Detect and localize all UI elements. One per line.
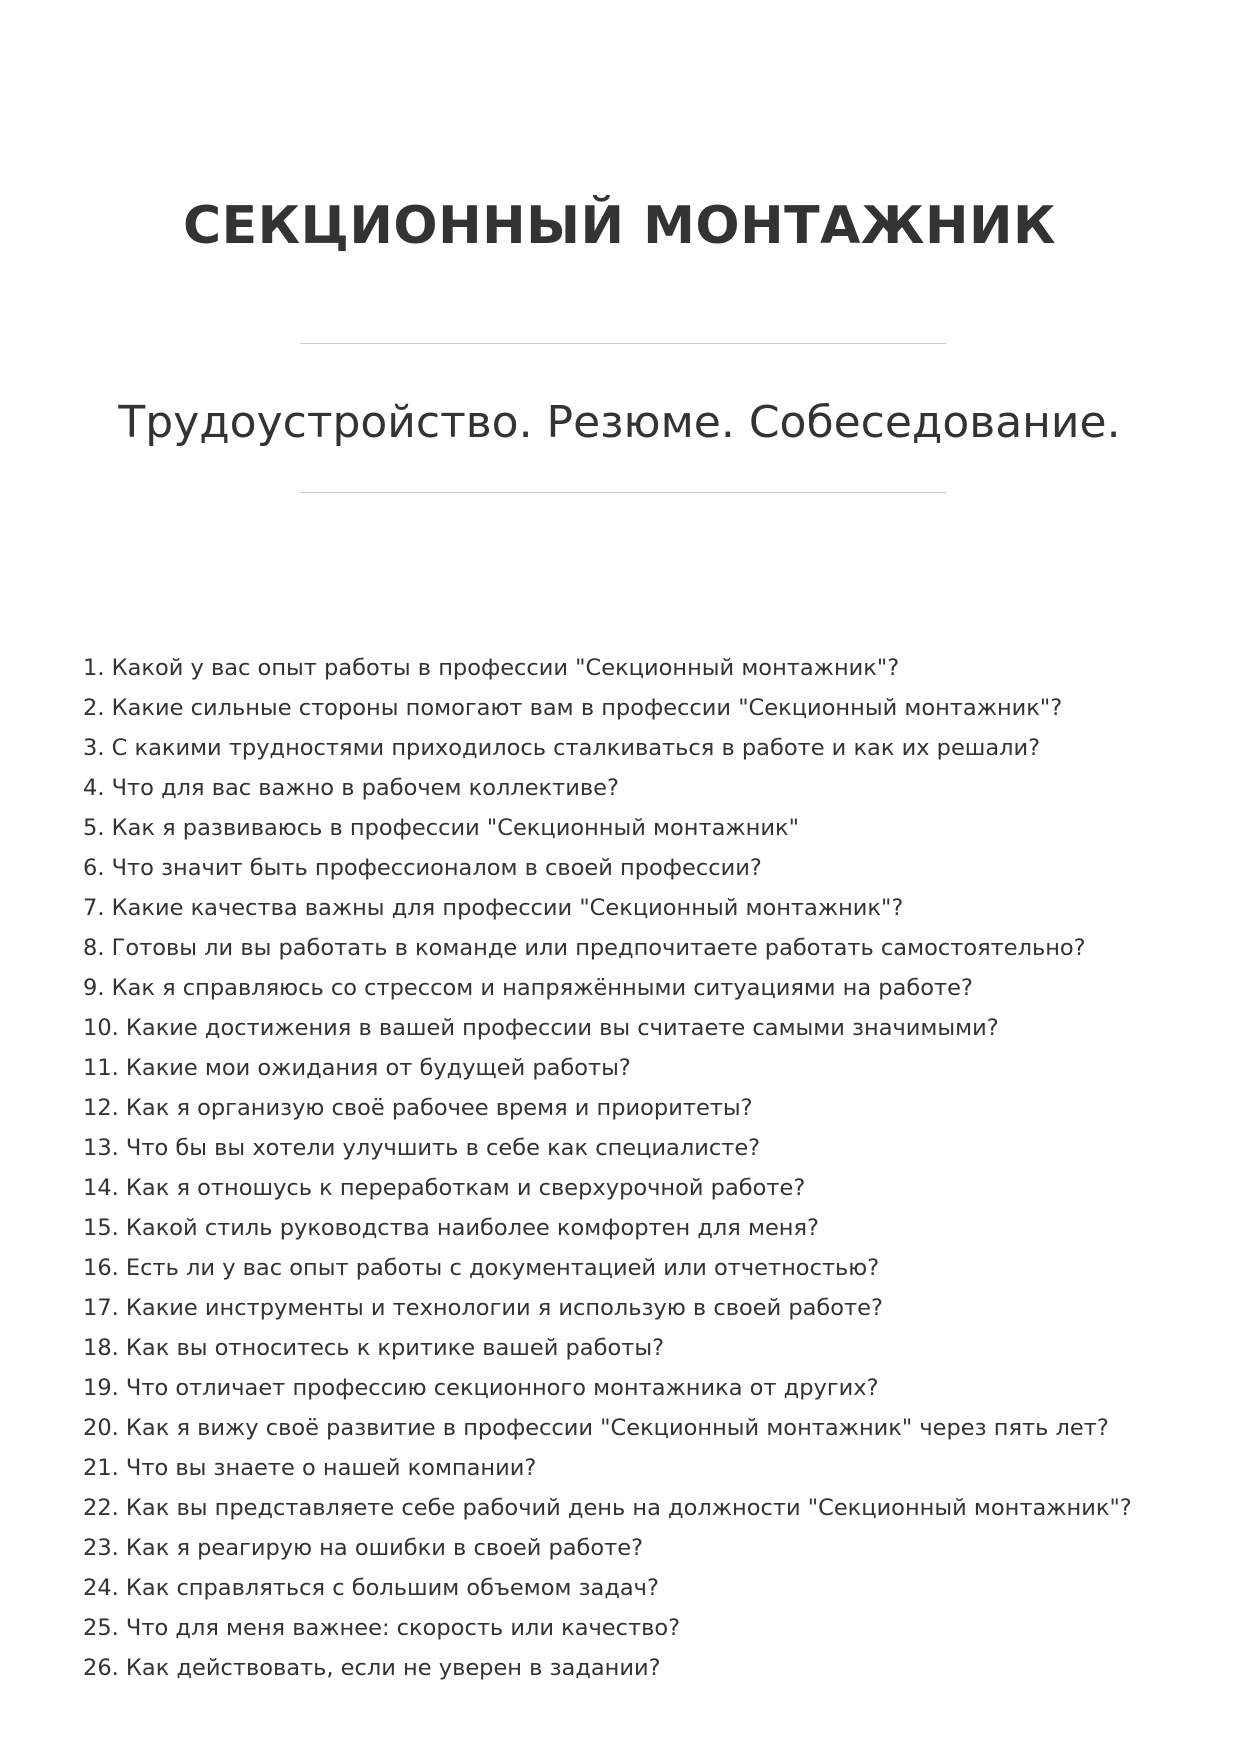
question-item: 25. Что для меня важнее: скорость или качество? xyxy=(83,1615,681,1641)
question-item: 8. Готовы ли вы работать в команде или предпочитаете работать самостоятельно? xyxy=(83,935,1086,961)
question-item: 22. Как вы представляете себе рабочий день на должности "Секционный монтажник"? xyxy=(83,1495,1132,1521)
question-item: 13. Что бы вы хотели улучшить в себе как специалисте? xyxy=(83,1135,761,1161)
title-divider-top xyxy=(300,343,946,344)
question-item: 17. Какие инструменты и технологии я использую в своей работе? xyxy=(83,1295,883,1321)
page-subtitle: Трудоустройство. Резюме. Собеседование. xyxy=(118,397,1121,448)
question-item: 12. Как я организую своё рабочее время и приоритеты? xyxy=(83,1095,753,1121)
question-item: 1. Какой у вас опыт работы в профессии "Секционный монтажник"? xyxy=(83,655,900,681)
question-item: 10. Какие достижения в вашей профессии вы считаете самыми значимыми? xyxy=(83,1015,999,1041)
question-item: 9. Как я справляюсь со стрессом и напряжёнными ситуациями на работе? xyxy=(83,975,973,1001)
question-item: 3. С какими трудностями приходилось сталкиваться в работе и как их решали? xyxy=(83,735,1041,761)
question-item: 19. Что отличает профессию секционного монтажника от других? xyxy=(83,1375,879,1401)
question-list xyxy=(83,648,1183,1688)
title-divider-bottom xyxy=(300,492,946,493)
question-item: 16. Есть ли у вас опыт работы с документацией или отчетностью? xyxy=(83,1255,880,1281)
question-item: 4. Что для вас важно в рабочем коллективе? xyxy=(83,775,619,801)
question-item: 21. Что вы знаете о нашей компании? xyxy=(83,1455,537,1481)
question-item: 11. Какие мои ожидания от будущей работы? xyxy=(83,1055,631,1081)
question-item: 14. Как я отношусь к переработкам и сверхурочной работе? xyxy=(83,1175,806,1201)
question-item: 26. Как действовать, если не уверен в задании? xyxy=(83,1655,661,1681)
question-item: 5. Как я развиваюсь в профессии "Секционный монтажник" xyxy=(83,815,799,841)
question-item: 6. Что значит быть профессионалом в своей профессии? xyxy=(83,855,762,881)
question-item: 24. Как справляться с большим объемом задач? xyxy=(83,1575,659,1601)
page-title: СЕКЦИОННЫЙ МОНТАЖНИК xyxy=(182,196,1057,256)
question-item: 2. Какие сильные стороны помогают вам в профессии "Секционный монтажник"? xyxy=(83,695,1063,721)
question-item: 7. Какие качества важны для профессии "Секционный монтажник"? xyxy=(83,895,904,921)
question-item: 15. Какой стиль руководства наиболее комфортен для меня? xyxy=(83,1215,819,1241)
question-item: 23. Как я реагирую на ошибки в своей работе? xyxy=(83,1535,644,1561)
question-item: 20. Как я вижу своё развитие в профессии "Секционный монтажник" через пять лет? xyxy=(83,1415,1109,1441)
question-item: 18. Как вы относитесь к критике вашей работы? xyxy=(83,1335,665,1361)
